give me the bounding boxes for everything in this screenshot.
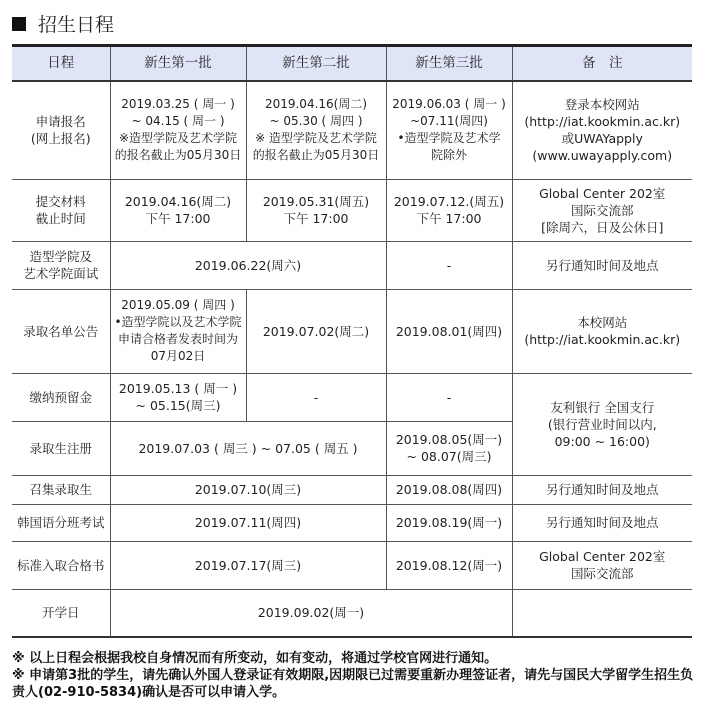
- square-bullet-icon: [12, 17, 26, 31]
- table-row: [12, 289, 692, 373]
- row-label: 录取名单公告: [12, 289, 110, 373]
- cell-batch-all: 2019.09.02(周一): [110, 589, 512, 637]
- cell-batch-3: 2019.08.05(周一) ~ 08.07(周三): [386, 421, 512, 475]
- row-label: 录取生注册: [12, 421, 110, 475]
- cell-batch-1: 2019.05.13 ( 周一 ) ~ 05.15(周三): [110, 373, 246, 421]
- cell-batch-3: 2019.08.08(周四): [386, 475, 512, 504]
- section-title-text: 招生日程: [38, 14, 115, 36]
- table-row: [12, 81, 692, 179]
- table-row: [12, 541, 692, 589]
- table-row: [12, 179, 692, 241]
- cell-batch-1: 2019.04.16(周二) 下午 17:00: [110, 179, 246, 241]
- header-row: [12, 46, 692, 82]
- cell-batch-1-2: 2019.07.17(周三): [110, 541, 386, 589]
- table-row: [12, 241, 692, 289]
- table-row: [12, 589, 692, 637]
- cell-batch-1: 2019.03.25 ( 周一 ) ~ 04.15 ( 周一 ) ※造型学院及艺术学院 的报名截止为05月30日: [110, 81, 246, 179]
- cell-note: Global Center 202室 国际交流部 [除周六，日及公休日]: [512, 179, 692, 241]
- cell-batch-2: -: [246, 373, 386, 421]
- cell-batch-1-2: 2019.07.11(周四): [110, 504, 386, 541]
- cell-batch-3: -: [386, 241, 512, 289]
- table-row: [12, 504, 692, 541]
- footnote: ※ 以上日程会根据我校自身情况而有所变动，如有变动，将通过学校官网进行通知。: [12, 651, 498, 666]
- cell-note: 另行通知时间及地点: [512, 475, 692, 504]
- cell-note: 本校网站 (http://iat.kookmin.ac.kr): [512, 289, 692, 373]
- footnote: ※ 申请第3批的学生，请先确认外国人登录证有效期限,因期限已过需要重新办理签证者，请先与国民大学留学生招生负责人(02-910-5834)确认是否可以申请入学。: [12, 668, 694, 700]
- cell-batch-3: 2019.08.12(周一): [386, 541, 512, 589]
- row-label: 申请报名 (网上报名): [12, 81, 110, 179]
- cell-note: Global Center 202室 国际交流部: [512, 541, 692, 589]
- row-label: 召集录取生: [12, 475, 110, 504]
- cell-batch-3: 2019.06.03 ( 周一 ) ~07.11(周四) •造型学院及艺术学 院除外: [386, 81, 512, 179]
- cell-batch-3: 2019.07.12.(周五) 下午 17:00: [386, 179, 512, 241]
- cell-batch-1-2: 2019.06.22(周六): [110, 241, 386, 289]
- header-schedule: 日程: [12, 46, 110, 82]
- row-label: 开学日: [12, 589, 110, 637]
- cell-batch-2: 2019.04.16(周二) ~ 05.30 ( 周四 ) ※ 造型学院及艺术学院 的报名截止为05月30日: [246, 81, 386, 179]
- cell-note: 友利银行 全国支行 (银行营业时间以内, 09:00 ~ 16:00): [512, 373, 692, 475]
- row-label: 造型学院及 艺术学院面试: [12, 241, 110, 289]
- schedule-table: [12, 44, 692, 638]
- cell-note: 另行通知时间及地点: [512, 504, 692, 541]
- cell-batch-1-2: 2019.07.10(周三): [110, 475, 386, 504]
- header-batch-3: 新生第三批: [386, 46, 512, 82]
- section-title: [12, 10, 114, 37]
- header-notes: 备 注: [512, 46, 692, 82]
- cell-note: 登录本校网站 (http://iat.kookmin.ac.kr) 或UWAYapply (www.uwayapply.com): [512, 81, 692, 179]
- cell-batch-3: 2019.08.01(周四): [386, 289, 512, 373]
- footnotes: [12, 650, 696, 701]
- cell-batch-1: 2019.05.09 ( 周四 ) •造型学院以及艺术学院 申请合格者发表时间为 07月02日: [110, 289, 246, 373]
- table-row: [12, 475, 692, 504]
- row-label: 提交材料 截止时间: [12, 179, 110, 241]
- row-label: 韩国语分班考试: [12, 504, 110, 541]
- header-batch-1: 新生第一批: [110, 46, 246, 82]
- cell-note-empty: [512, 589, 692, 637]
- cell-batch-3: 2019.08.19(周一): [386, 504, 512, 541]
- cell-batch-2: 2019.05.31(周五) 下午 17:00: [246, 179, 386, 241]
- header-batch-2: 新生第二批: [246, 46, 386, 82]
- cell-note: 另行通知时间及地点: [512, 241, 692, 289]
- cell-batch-2: 2019.07.02(周二): [246, 289, 386, 373]
- cell-batch-3: -: [386, 373, 512, 421]
- cell-batch-1-2: 2019.07.03 ( 周三 ) ~ 07.05 ( 周五 ): [110, 421, 386, 475]
- row-label: 标准入取合格书: [12, 541, 110, 589]
- row-label: 缴纳预留金: [12, 373, 110, 421]
- table-row: [12, 373, 692, 421]
